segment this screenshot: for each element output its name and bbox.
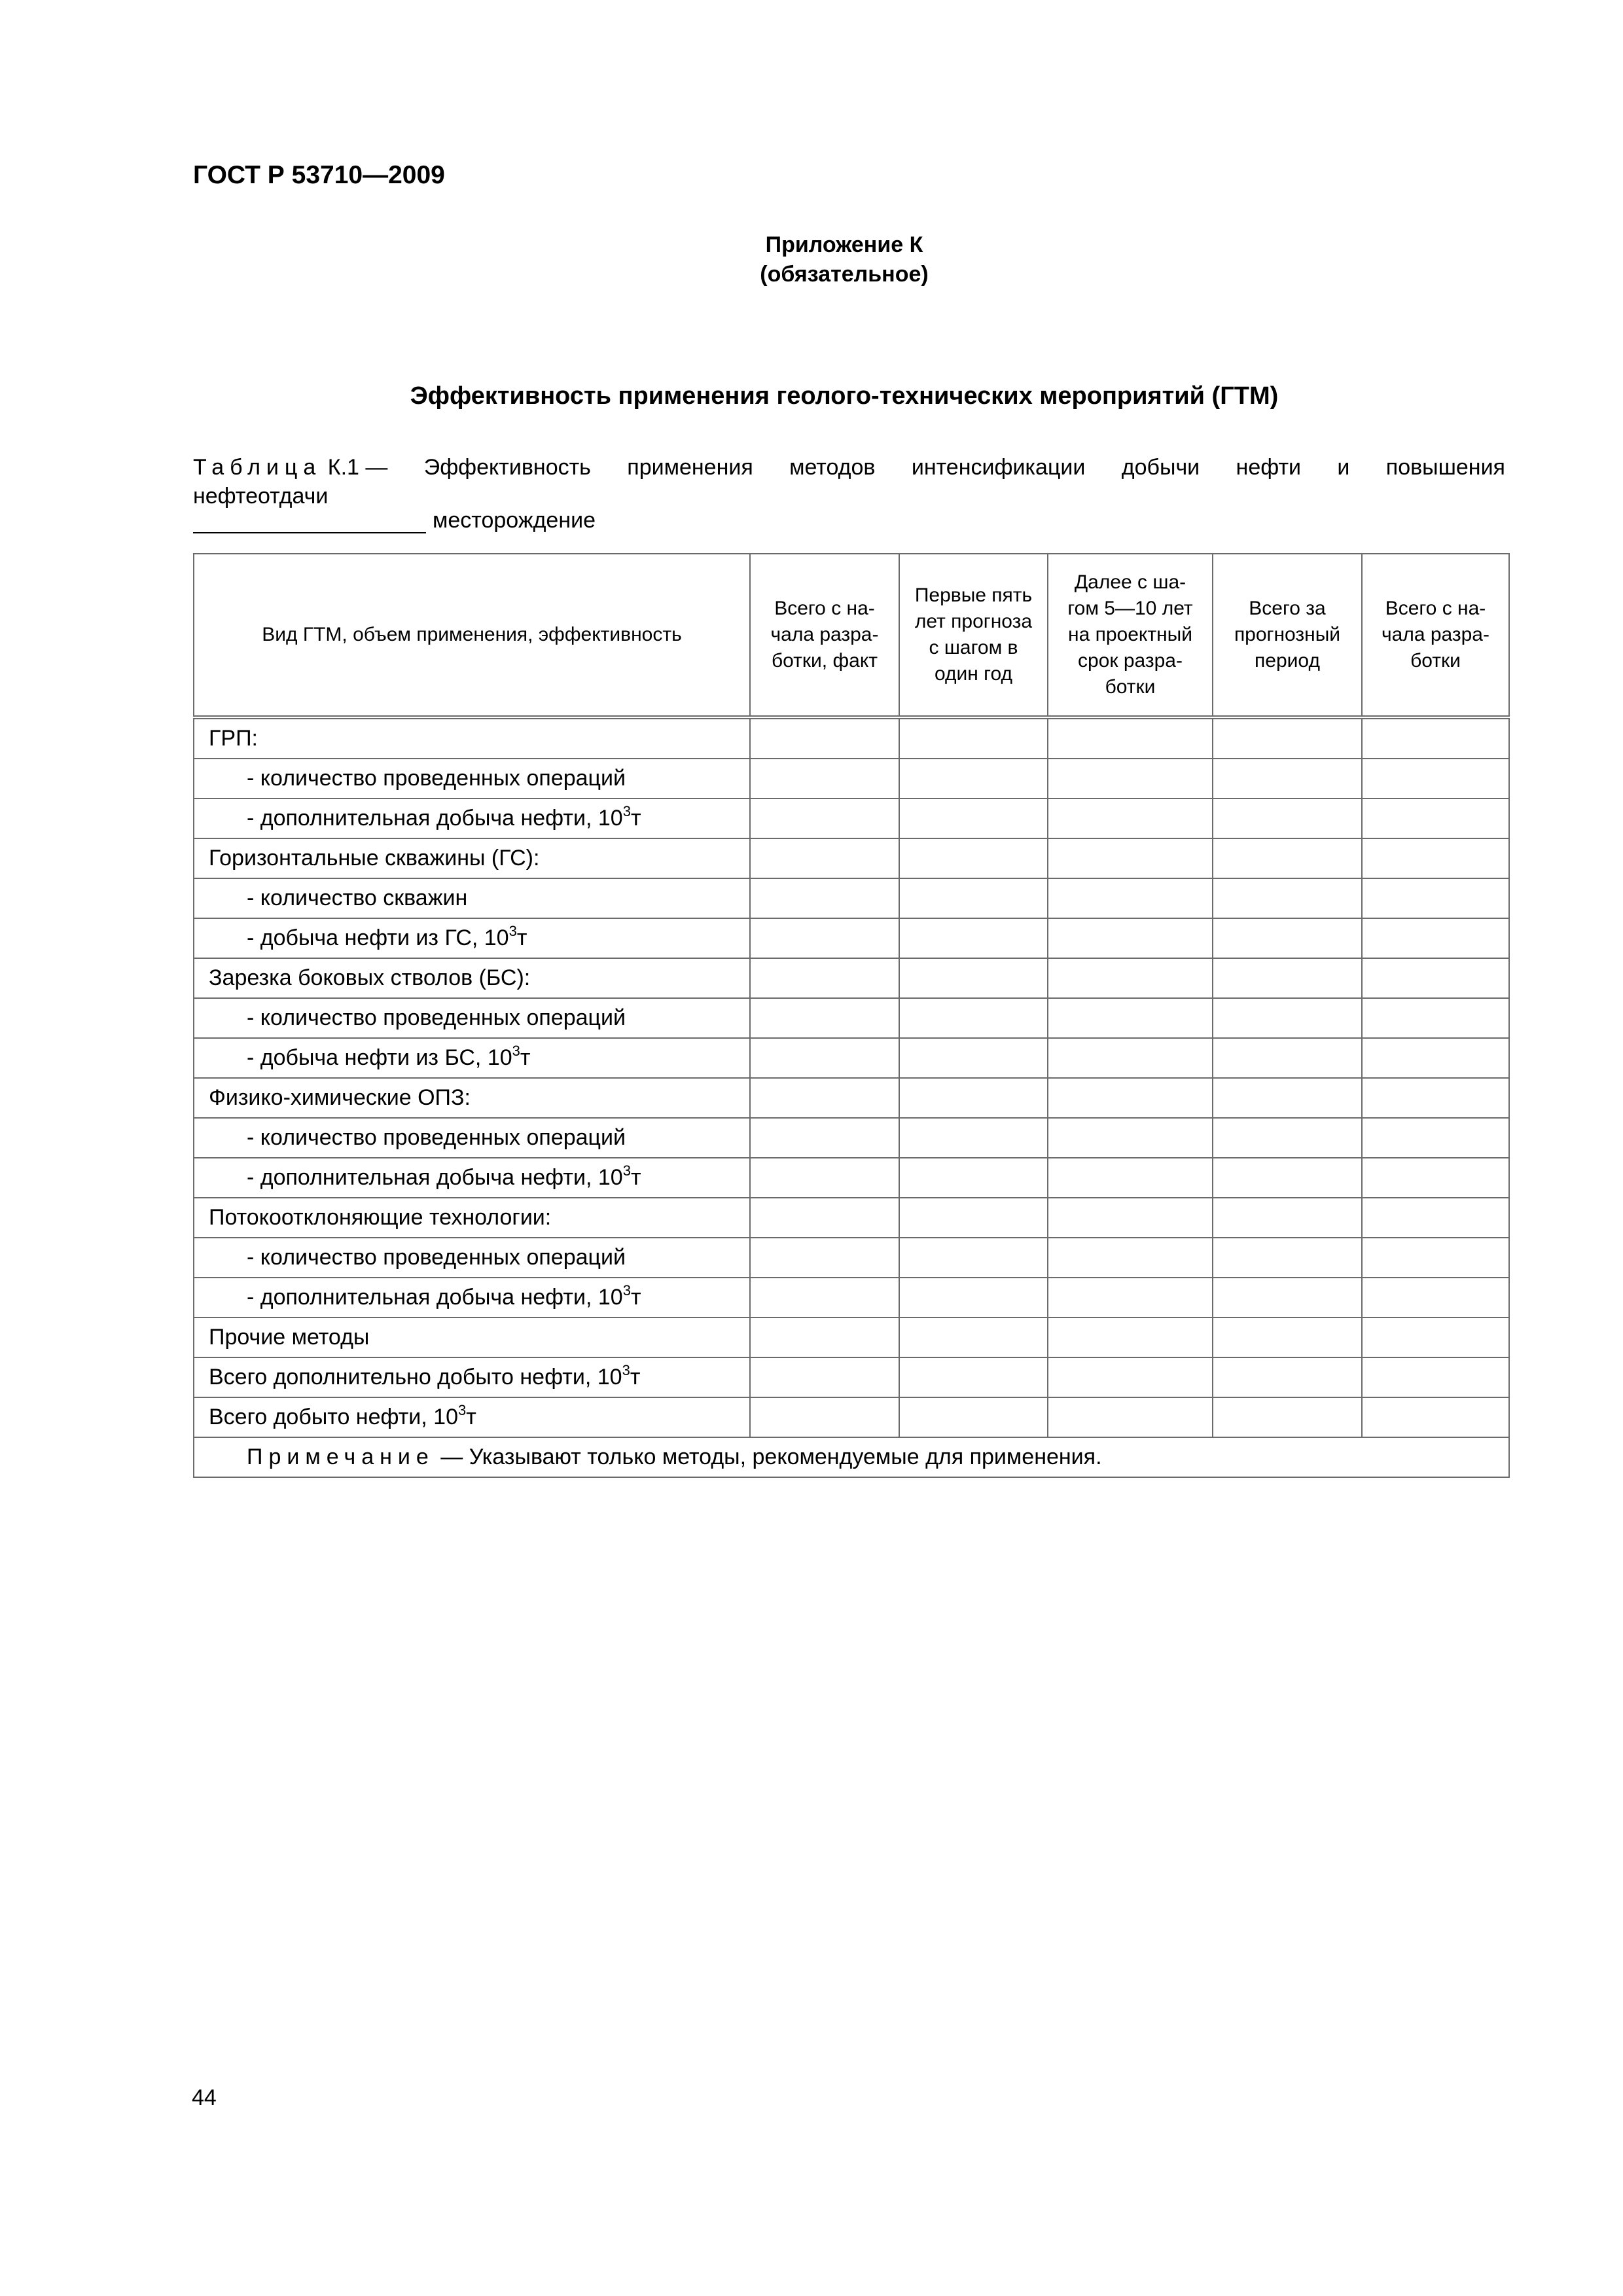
row-label: ГРП: <box>194 717 750 759</box>
table-cell <box>1213 717 1362 759</box>
table-cell <box>750 1038 899 1078</box>
table-cell <box>1048 1198 1213 1238</box>
table-cell <box>1362 759 1509 798</box>
table-cell <box>1048 1158 1213 1198</box>
table-cell <box>1213 1118 1362 1158</box>
table-row <box>194 798 1509 838</box>
table-cell <box>1362 798 1509 838</box>
table-cell <box>1362 1198 1509 1238</box>
table-cell <box>1048 1318 1213 1357</box>
caption-word: добычи <box>1121 455 1200 480</box>
table-cell <box>899 1238 1048 1278</box>
table-cell <box>1362 838 1509 878</box>
table-caption-line-2: нефтеотдачи <box>193 484 329 509</box>
table-cell <box>1048 798 1213 838</box>
table-cell <box>750 798 899 838</box>
table-cell <box>1213 1238 1362 1278</box>
row-label: Физико-химические ОПЗ: <box>194 1078 750 1118</box>
table-cell <box>750 1397 899 1437</box>
row-label: Всего добыто нефти, $10^3т$ <box>194 1397 750 1437</box>
table-row <box>194 838 1509 878</box>
table-cell <box>750 1078 899 1118</box>
table-cell <box>899 759 1048 798</box>
table-cell <box>1213 1357 1362 1397</box>
row-label: Зарезка боковых стволов (БС): <box>194 958 750 998</box>
table-cell <box>1048 717 1213 759</box>
table-cell <box>899 1397 1048 1437</box>
table-cell <box>1048 1118 1213 1158</box>
table-cell <box>750 878 899 918</box>
table-row <box>194 998 1509 1038</box>
column-header: Всего с на- чала разра- ботки <box>1362 554 1509 717</box>
table-cell <box>1213 1158 1362 1198</box>
section-title: Эффективность применения геолого-технических мероприятий (ГТМ) <box>410 382 1279 410</box>
table-cell <box>1048 1038 1213 1078</box>
table-row <box>194 1357 1509 1397</box>
table-cell <box>1362 1038 1509 1078</box>
table-cell <box>1362 958 1509 998</box>
table-note-text: — Указывают только методы, рекомендуемые для применения. <box>440 1444 1102 1469</box>
table-note <box>194 1437 1509 1477</box>
table-row <box>194 1078 1509 1118</box>
table-cell <box>1362 918 1509 958</box>
table-cell <box>1048 958 1213 998</box>
table-cell <box>1362 1318 1509 1357</box>
appendix-status: (обязательное) <box>760 262 929 287</box>
caption-word: нефти <box>1236 455 1302 480</box>
table-cell <box>1213 838 1362 878</box>
table-cell <box>1048 1078 1213 1118</box>
table-cell <box>1213 958 1362 998</box>
document-header: ГОСТ Р 53710—2009 <box>193 161 445 189</box>
table-cell <box>1362 1158 1509 1198</box>
table-cell <box>1048 838 1213 878</box>
table-cell <box>1048 1357 1213 1397</box>
table-cell <box>750 1158 899 1198</box>
table-cell <box>750 717 899 759</box>
table-cell <box>1213 878 1362 918</box>
table-cell <box>1362 1078 1509 1118</box>
table-cell <box>899 798 1048 838</box>
table-caption-label: Таблица <box>193 455 322 480</box>
field-name-line <box>193 508 596 533</box>
table-cell <box>1213 1078 1362 1118</box>
table-cell <box>1362 1278 1509 1318</box>
row-label: Прочие методы <box>194 1318 750 1357</box>
table-row <box>194 1278 1509 1318</box>
table-header-row <box>194 554 1509 717</box>
caption-word: повышения <box>1385 455 1505 480</box>
table-cell <box>750 1198 899 1238</box>
column-header: Вид ГТМ, объем применения, эффективность <box>194 554 750 717</box>
row-label: Потокоотклоняющие технологии: <box>194 1198 750 1238</box>
page-number: 44 <box>192 2085 217 2110</box>
caption-word: применения <box>627 455 753 480</box>
table-caption-line <box>193 453 1505 482</box>
table-cell <box>899 1198 1048 1238</box>
row-label: - количество скважин <box>194 878 750 918</box>
table-note-row <box>194 1437 1509 1477</box>
table-caption <box>193 453 1505 511</box>
table-row <box>194 1158 1509 1198</box>
table-row <box>194 1198 1509 1238</box>
row-label: - количество проведенных операций <box>194 998 750 1038</box>
row-label: - количество проведенных операций <box>194 759 750 798</box>
caption-word: методов <box>789 455 876 480</box>
table-cell <box>1048 998 1213 1038</box>
row-label: - количество проведенных операций <box>194 1238 750 1278</box>
row-label: - дополнительная добыча нефти, $10^3т$ <box>194 1278 750 1318</box>
appendix-heading <box>0 230 1623 289</box>
table-caption-number: К.1 — <box>327 455 388 480</box>
table-cell <box>899 1318 1048 1357</box>
row-label: - дополнительная добыча нефти, $10^3т$ <box>194 798 750 838</box>
table-cell <box>1048 878 1213 918</box>
column-header: Первые пять лет прогноза с шагом в один год <box>899 554 1048 717</box>
table-cell <box>899 1158 1048 1198</box>
table-cell <box>1213 1397 1362 1437</box>
caption-word: Эффективность <box>423 455 591 480</box>
table-cell <box>1213 1198 1362 1238</box>
table-row <box>194 1118 1509 1158</box>
column-header: Далее с ша- гом 5—10 лет на проектный срок разра- ботки <box>1048 554 1213 717</box>
table-row <box>194 759 1509 798</box>
table-cell <box>1362 998 1509 1038</box>
table-cell <box>899 1278 1048 1318</box>
table-cell <box>750 958 899 998</box>
table-cell <box>750 838 899 878</box>
table-cell <box>899 1038 1048 1078</box>
table-cell <box>1213 918 1362 958</box>
field-name-blank <box>193 509 426 533</box>
table-cell <box>1362 1118 1509 1158</box>
table-cell <box>1362 717 1509 759</box>
table-cell <box>750 1278 899 1318</box>
table-cell <box>1048 1238 1213 1278</box>
caption-word: интенсификации <box>911 455 1086 480</box>
row-label: - количество проведенных операций <box>194 1118 750 1158</box>
table-row <box>194 918 1509 958</box>
table-cell <box>1213 1038 1362 1078</box>
table-cell <box>1362 878 1509 918</box>
table-cell <box>899 717 1048 759</box>
column-header: Всего за прогнозный период <box>1213 554 1362 717</box>
table-cell <box>1048 1278 1213 1318</box>
row-label: Горизонтальные скважины (ГС): <box>194 838 750 878</box>
table-row <box>194 1038 1509 1078</box>
table-row <box>194 878 1509 918</box>
table-cell <box>750 1238 899 1278</box>
table-cell <box>899 1118 1048 1158</box>
row-label: Всего дополнительно добыто нефти, $10^3т$ <box>194 1357 750 1397</box>
table-cell <box>750 1318 899 1357</box>
table-cell <box>899 1357 1048 1397</box>
table-row <box>194 717 1509 759</box>
table-cell <box>1048 918 1213 958</box>
appendix-title: Приложение К <box>765 232 923 257</box>
table-note-label: Примечание <box>247 1444 435 1469</box>
table-cell <box>1362 1238 1509 1278</box>
table-cell <box>899 1078 1048 1118</box>
table-cell <box>1213 1318 1362 1357</box>
row-label: - дополнительная добыча нефти, $10^3т$ <box>194 1158 750 1198</box>
table-cell <box>1048 1397 1213 1437</box>
table-cell <box>899 918 1048 958</box>
table-cell <box>750 1118 899 1158</box>
table-body <box>194 717 1509 1477</box>
table-cell <box>1213 798 1362 838</box>
table-row <box>194 1238 1509 1278</box>
table-cell <box>1213 998 1362 1038</box>
table-cell <box>899 958 1048 998</box>
table-cell <box>1362 1397 1509 1437</box>
table-cell <box>750 1357 899 1397</box>
table-cell <box>1362 1357 1509 1397</box>
table-cell <box>899 878 1048 918</box>
table-cell <box>1048 759 1213 798</box>
column-header: Всего с на- чала разра- ботки, факт <box>750 554 899 717</box>
table-cell <box>750 759 899 798</box>
row-label: - добыча нефти из ГС, $10^3т$ <box>194 918 750 958</box>
table-cell <box>899 998 1048 1038</box>
table-row <box>194 1397 1509 1437</box>
table-row <box>194 958 1509 998</box>
table-cell <box>899 838 1048 878</box>
gtm-table <box>193 553 1510 1478</box>
table-cell <box>1213 759 1362 798</box>
table-cell <box>750 998 899 1038</box>
row-label: - добыча нефти из БС, $10^3т$ <box>194 1038 750 1078</box>
field-name-suffix: месторождение <box>433 508 596 533</box>
table-row <box>194 1318 1509 1357</box>
table-cell <box>1213 1278 1362 1318</box>
caption-word: и <box>1337 455 1350 480</box>
table-cell <box>750 918 899 958</box>
